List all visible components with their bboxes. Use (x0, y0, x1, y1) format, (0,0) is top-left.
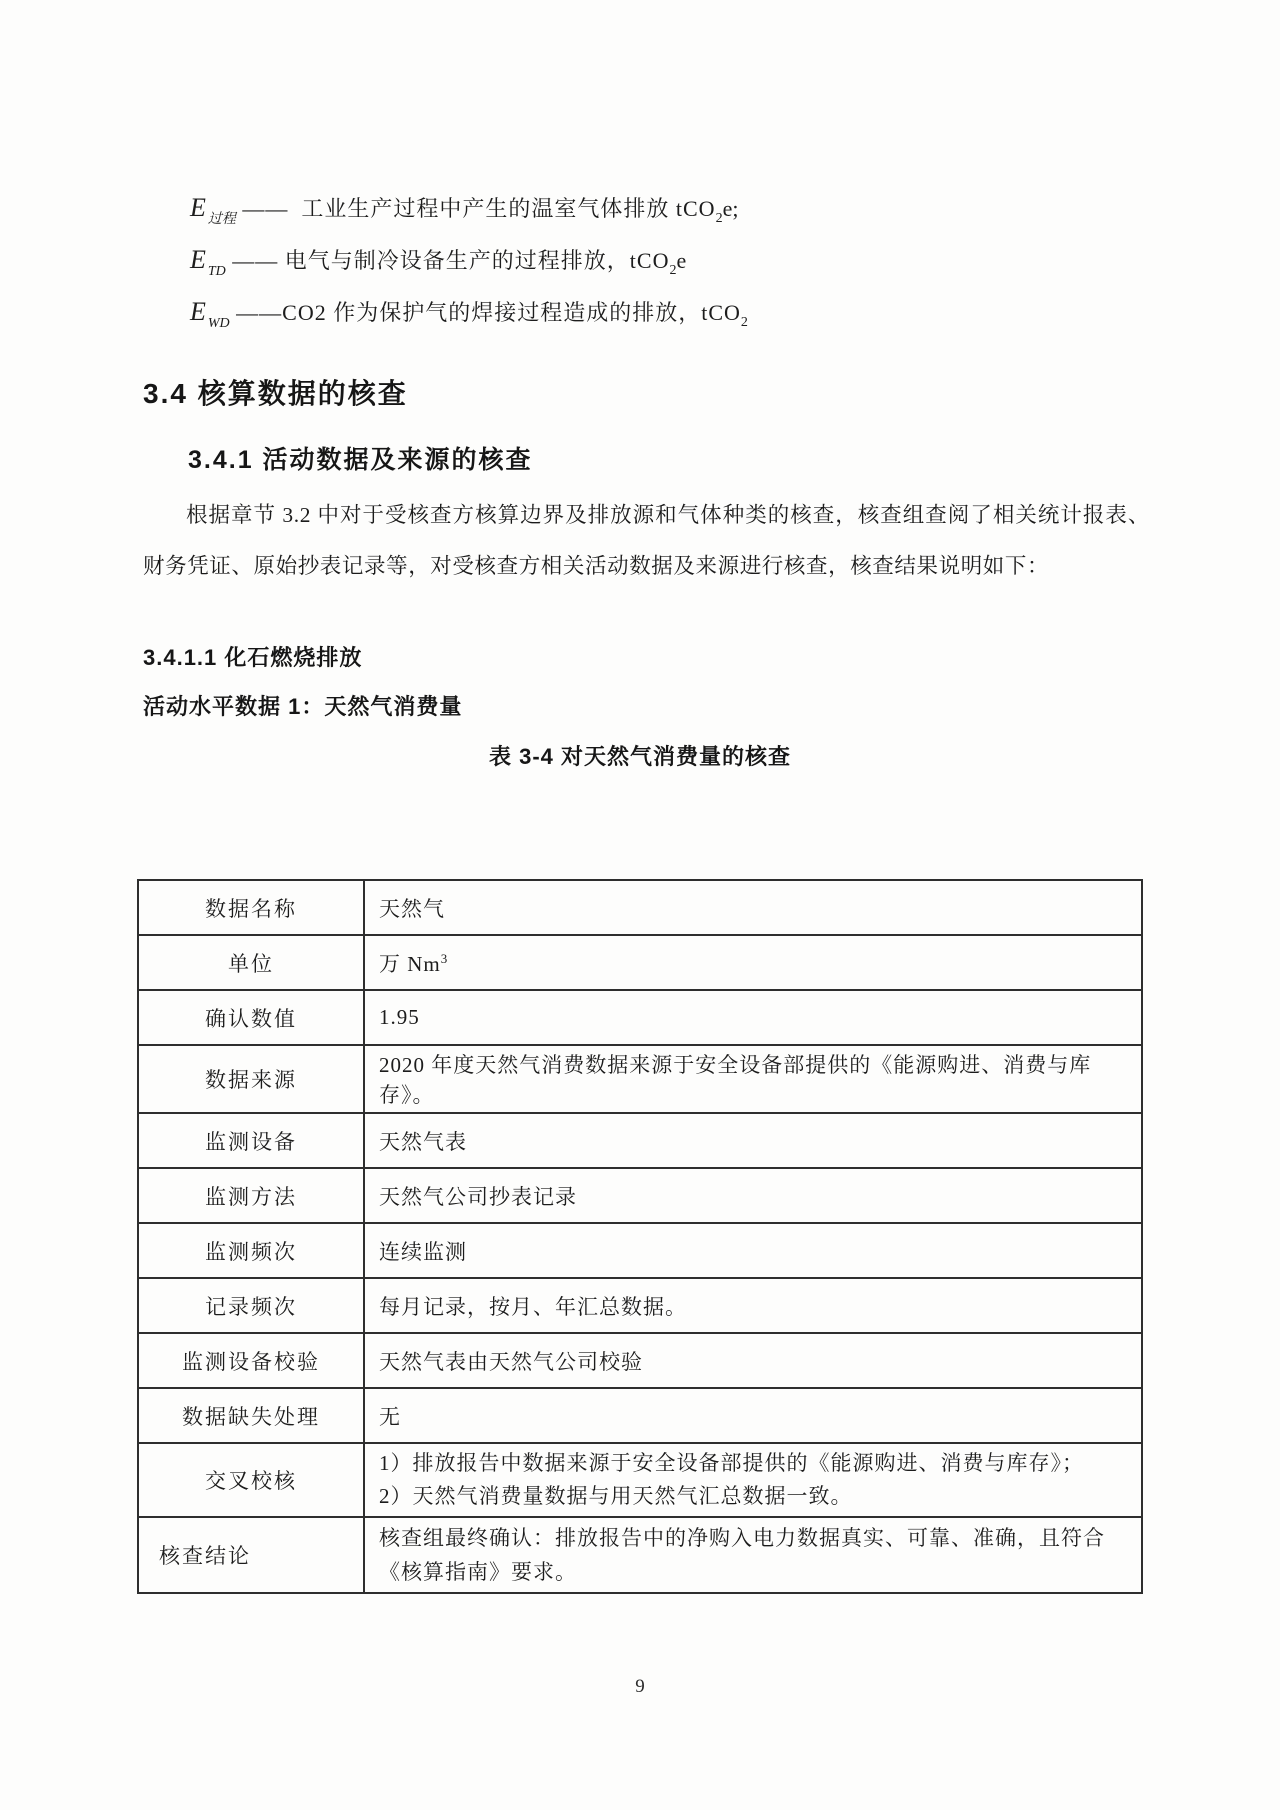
row-value (364, 1278, 1142, 1333)
table-row-data-source (138, 1045, 1142, 1113)
row-value-text: 天然气表由天然气公司校验 (379, 1349, 643, 1374)
row-value-text: 连续监测 (379, 1239, 467, 1264)
row-value (364, 1045, 1142, 1113)
table-row-cross-check (138, 1443, 1142, 1517)
row-value-text: 无 (379, 1404, 401, 1429)
row-value (364, 1517, 1142, 1593)
cross-check-line-1: 1）排放报告中数据来源于安全设备部提供的《能源购进、消费与库存》； (379, 1451, 1084, 1475)
table-row-monitoring-device (138, 1113, 1142, 1168)
formula-text: —— 工业生产过程中产生的温室气体排放 tCO (235, 196, 716, 221)
row-value (364, 1388, 1142, 1443)
row-label: 监测频次 (138, 1223, 364, 1278)
row-label: 记录频次 (138, 1278, 364, 1333)
formula-line-e-td (190, 234, 748, 286)
row-value (364, 935, 1142, 990)
row-label: 交叉校核 (138, 1443, 364, 1517)
row-value-text: 1.95 (379, 1005, 420, 1029)
formula-subscript: WD (207, 316, 230, 331)
cross-check-line-2: 2）天然气消费量数据与用天然气汇总数据一致。 (379, 1484, 853, 1508)
formula-text: —— 电气与制冷设备生产的过程排放，tCO (225, 248, 670, 273)
table-row-device-calibration (138, 1333, 1142, 1388)
section-heading-3-4: 3.4 核算数据的核查 (143, 378, 408, 409)
section-heading-3-4-1-1: 3.4.1.1 化石燃烧排放 (143, 645, 363, 670)
formula-text: ——CO2 作为保护气的焊接过程造成的排放，tCO (229, 300, 741, 325)
row-label: 数据名称 (138, 880, 364, 935)
unit-superscript: 3 (440, 950, 449, 966)
activity-data-heading: 活动水平数据 1：天然气消费量 (143, 694, 463, 719)
formula-subscript: 过程 (207, 212, 236, 227)
formula-symbol: E (190, 245, 206, 274)
row-value (364, 1223, 1142, 1278)
row-value (364, 1333, 1142, 1388)
row-label: 单位 (138, 935, 364, 990)
row-value (364, 1168, 1142, 1223)
row-value-text: 天然气公司抄表记录 (379, 1184, 577, 1209)
formula-symbol: E (190, 193, 206, 222)
body-paragraph: 根据章节 3.2 中对于受核查方核算边界及排放源和气体种类的核查，核查组查阅了相关统计报表、财务凭证、原始抄表记录等，对受核查方相关活动数据及来源进行核查，核查结果说明如下： (143, 503, 1150, 578)
formula-definitions (190, 182, 748, 338)
row-value (364, 1443, 1142, 1517)
section-heading-3-4-1: 3.4.1 活动数据及来源的核查 (188, 446, 533, 474)
row-value-text: 天然气 (379, 896, 445, 921)
row-label: 数据缺失处理 (138, 1388, 364, 1443)
formula-subscript: TD (207, 264, 226, 279)
formula-unit-tail: e; (722, 196, 739, 221)
page-number: 9 (635, 1676, 645, 1697)
row-label: 监测设备 (138, 1113, 364, 1168)
table-row-monitoring-method (138, 1168, 1142, 1223)
row-value (364, 990, 1142, 1045)
formula-unit-subscript: 2 (715, 211, 723, 226)
table-row-missing-data-handling (138, 1388, 1142, 1443)
formula-line-e-wd (190, 286, 748, 338)
table-title: 表 3-4 对天然气消费量的核查 (488, 744, 792, 769)
verification-table (137, 879, 1143, 1594)
row-value (364, 1113, 1142, 1168)
table-row-confirmed-value (138, 990, 1142, 1045)
row-label: 核查结论 (138, 1517, 364, 1593)
row-label: 监测方法 (138, 1168, 364, 1223)
formula-unit-subscript: 2 (740, 315, 748, 330)
formula-unit-tail: e (676, 248, 687, 273)
table-row-data-name (138, 880, 1142, 935)
formula-line-e-process (190, 182, 748, 234)
formula-unit-subscript: 2 (669, 263, 677, 278)
row-value (364, 880, 1142, 935)
row-label: 确认数值 (138, 990, 364, 1045)
row-value-text: 万 Nm (379, 951, 441, 976)
table-row-record-frequency (138, 1278, 1142, 1333)
row-value-text: 天然气表 (379, 1129, 467, 1154)
table-row-monitoring-frequency (138, 1223, 1142, 1278)
row-value-text: 核查组最终确认：排放报告中的净购入电力数据真实、可靠、准确，且符合《核算指南》要求。 (379, 1526, 1105, 1584)
row-label: 监测设备校验 (138, 1333, 364, 1388)
row-value-text: 2020 年度天然气消费数据来源于安全设备部提供的《能源购进、消费与库存》。 (379, 1053, 1092, 1107)
table-row-unit (138, 935, 1142, 990)
formula-symbol: E (190, 297, 206, 326)
row-value-text: 每月记录，按月、年汇总数据。 (379, 1294, 687, 1319)
table-row-conclusion (138, 1517, 1142, 1593)
row-label: 数据来源 (138, 1045, 364, 1113)
